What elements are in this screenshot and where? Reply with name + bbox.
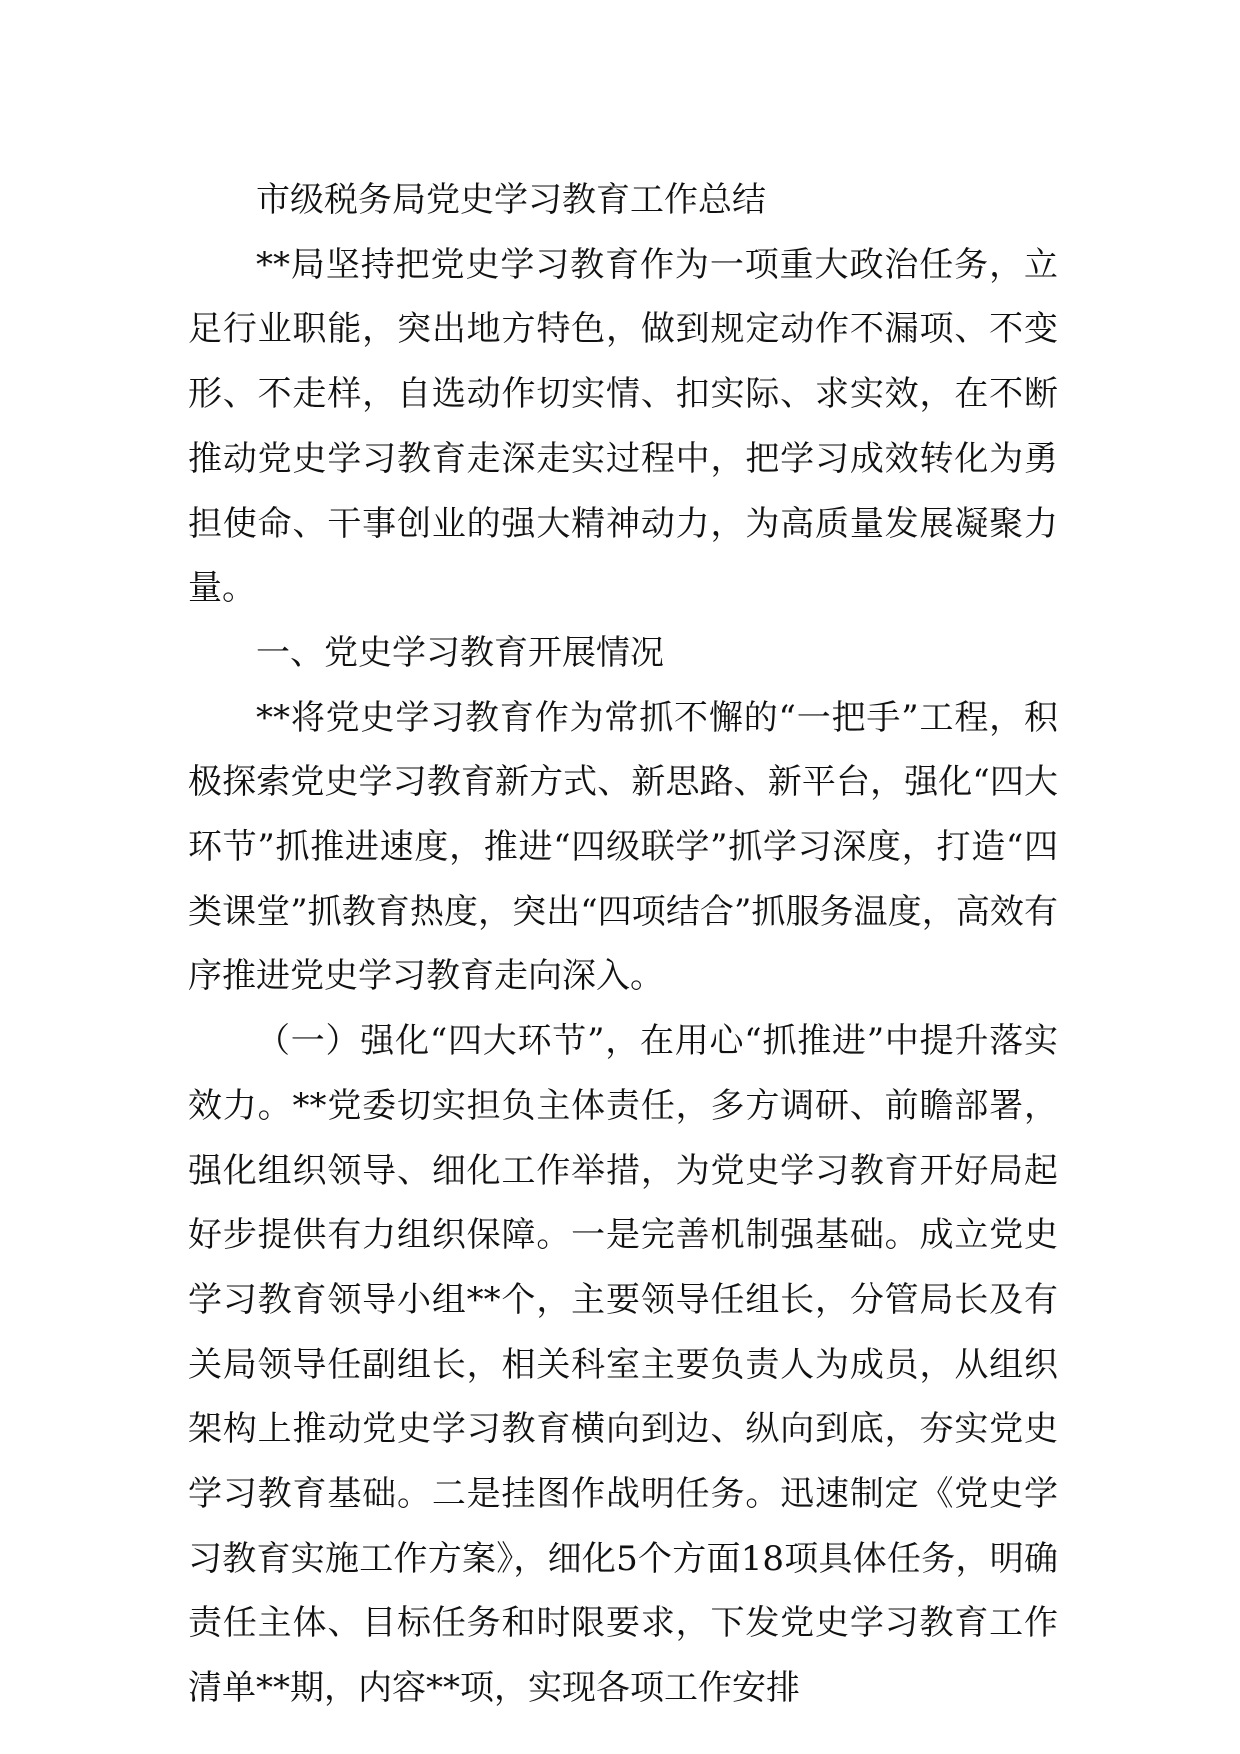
paragraph-subsection-1: （一）强化“四大环节”，在用心“抓推进”中提升落实效力。**党委切实担负主体责任，多方调研、前瞻部署，强化组织领导、细化工作举措，为党史学习教育开好局起好步提供有力组织保障。一是完善机制强基础。成立党史学习教育领导小组**个，主要领导任组长，分管局长及有关局领导任副组长，相关科室主要负责人为成员，从组织架构上推动党史学习教育横向到边、纵向到底，夯实党史学习教育基础。二是挂图作战明任务。迅速制定《党史学习教育实施工作方案》，细化5个方面18项具体任务，明确责任主体、目标任务和时限要求，下发党史学习教育工作清单**期，内容**项，实现各项工作安排	[188, 1021, 1058, 1709]
document-body	[188, 168, 1058, 1721]
paragraph-section-1: **将党史学习教育作为常抓不懈的“一把手”工程，积极探索党史学习教育新方式、新思路、新平台，强化“四大环节”抓推进速度，推进“四级联学”抓学习深度，打造“四类课堂”抓教育热度，突出“四项结合”抓服务温度，高效有序推进党史学习教育走向深入。	[188, 697, 1058, 997]
document-title: 市级税务局党史学习教育工作总结	[256, 180, 766, 220]
section-heading-1: 一、党史学习教育开展情况	[256, 632, 664, 673]
paragraph-intro: **局坚持把党史学习教育作为一项重大政治任务，立足行业职能，突出地方特色，做到规定动作不漏项、不变形、不走样，自选动作切实情、扣实际、求实效，在不断推动党史学习教育走深走实过程中，把学习成效转化为勇担使命、干事创业的强大精神动力，为高质量发展凝聚力量。	[188, 244, 1058, 609]
